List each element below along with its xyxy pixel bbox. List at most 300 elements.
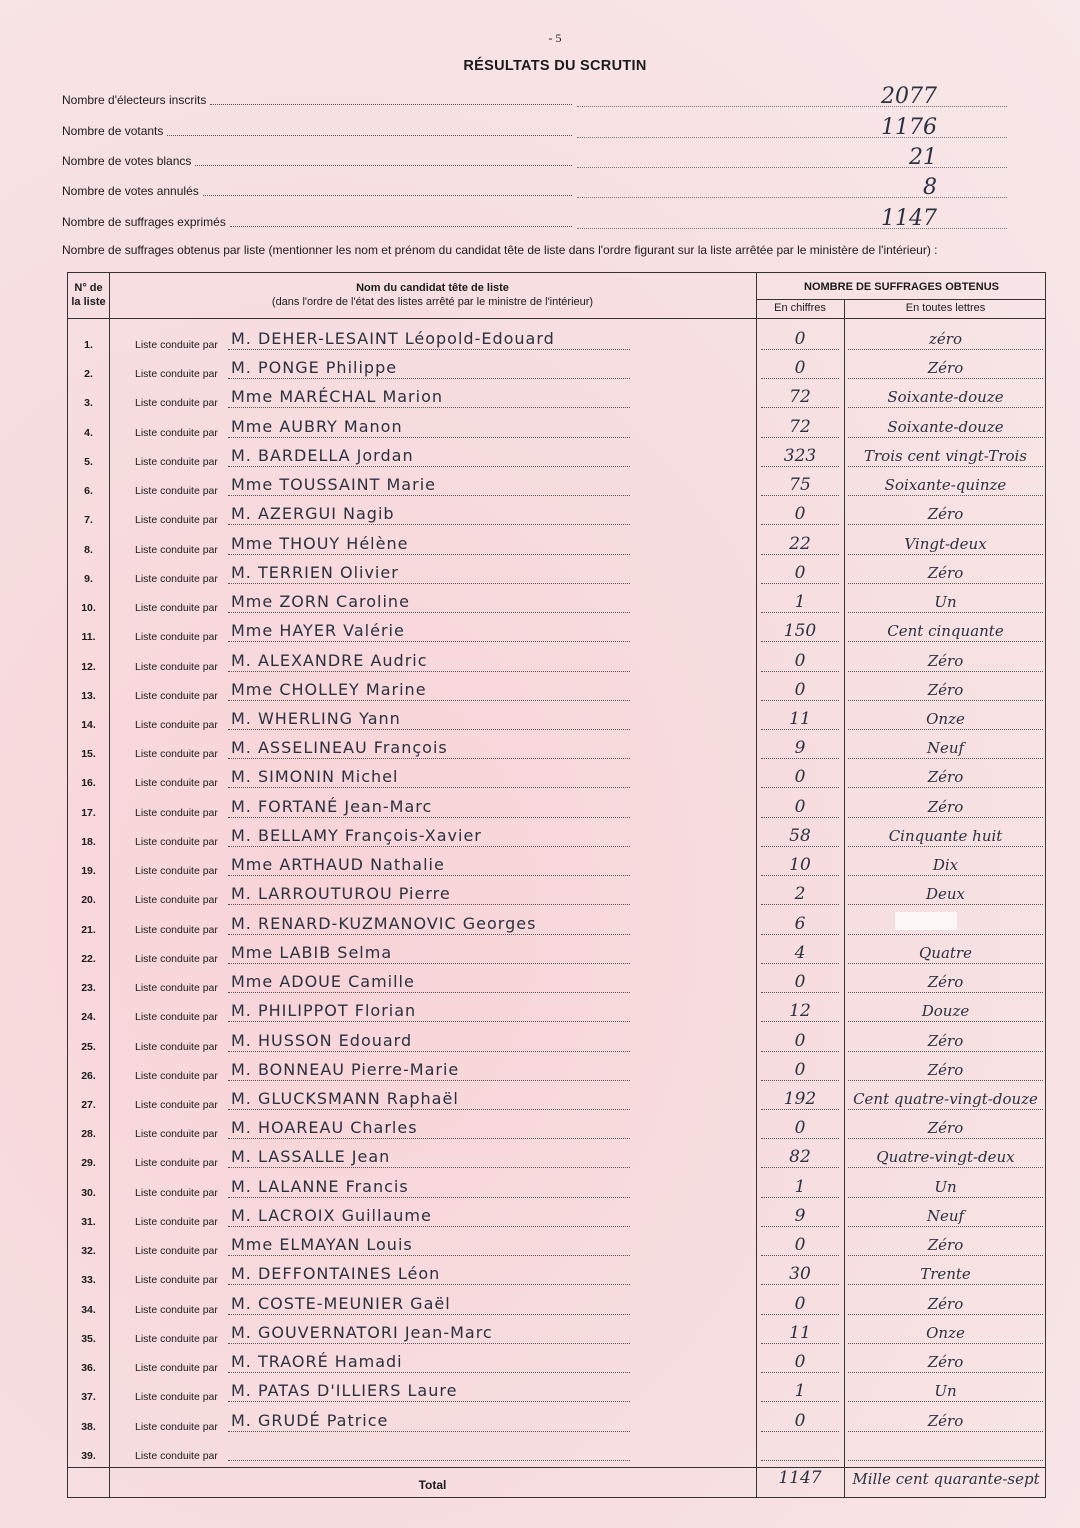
list-number: 4.	[84, 426, 93, 439]
dotted-leader	[848, 963, 1043, 964]
table-row	[68, 415, 1047, 444]
votes-words: Soixante-quinze	[884, 476, 1007, 495]
dotted-leader	[761, 407, 839, 408]
dotted-leader	[228, 612, 630, 613]
dotted-leader	[228, 787, 630, 788]
dotted-leader	[228, 875, 630, 876]
votes-digits: 0	[794, 329, 806, 349]
votes-words: Zéro	[927, 1236, 964, 1255]
dotted-leader	[228, 1109, 630, 1110]
subheader-divider	[756, 299, 1045, 300]
row-prefix: Liste conduite par	[135, 894, 218, 907]
votes-words: Zéro	[927, 1119, 964, 1138]
dotted-leader	[848, 524, 1043, 525]
candidate-name: M. GRUDÉ Patrice	[231, 1410, 389, 1430]
votes-words: Deux	[925, 885, 966, 904]
header-list-number-line: N° de	[74, 282, 103, 294]
candidate-name: M. COSTE-MEUNIER Gaël	[231, 1293, 451, 1313]
dotted-leader	[761, 1080, 839, 1081]
candidate-name: Mme MARÉCHAL Marion	[231, 387, 444, 407]
table-row	[68, 882, 1047, 911]
row-prefix: Liste conduite par	[135, 339, 218, 351]
dotted-leader	[848, 992, 1043, 993]
votes-words: Cent cinquante	[887, 622, 1004, 641]
votes-words: Onze	[926, 709, 965, 728]
votes-words: Cent quatre-vingt-douze	[853, 1089, 1038, 1108]
row-prefix: Liste conduite par	[135, 514, 218, 527]
value-line	[577, 228, 1007, 229]
row-prefix: Liste conduite par	[135, 923, 218, 936]
list-number: 38.	[81, 1420, 96, 1433]
dotted-leader	[761, 904, 839, 905]
dotted-leader	[228, 1284, 630, 1285]
candidate-name: M. BONNEAU Pierre-Marie	[231, 1059, 460, 1079]
dotted-leader	[228, 641, 630, 642]
candidate-name: M. BELLAMY François-Xavier	[231, 825, 482, 845]
row-prefix: Liste conduite par	[135, 806, 218, 819]
dotted-leader	[848, 1314, 1043, 1315]
table-row	[68, 1116, 1047, 1145]
dotted-leader	[761, 963, 839, 964]
dotted-leader	[228, 1460, 630, 1461]
votes-words: Quatre-vingt-deux	[876, 1148, 1015, 1167]
list-number: 30.	[81, 1186, 96, 1199]
table-row	[68, 736, 1047, 765]
votes-digits: 0	[794, 1030, 806, 1051]
votes-words: Dix	[932, 856, 959, 875]
row-prefix: Liste conduite par	[135, 1011, 218, 1024]
table-row	[68, 1087, 1047, 1116]
row-prefix: Liste conduite par	[135, 1449, 218, 1462]
dotted-leader	[228, 992, 630, 993]
dotted-leader	[848, 1431, 1043, 1432]
dotted-leader	[848, 1401, 1043, 1402]
candidate-name: M. HOAREAU Charles	[231, 1118, 418, 1138]
dotted-leader	[848, 875, 1043, 876]
dotted-leader	[848, 1080, 1043, 1081]
votes-words: zéro	[929, 330, 962, 348]
table-row	[68, 356, 1047, 385]
votes-words: Neuf	[926, 1206, 965, 1225]
list-number: 19.	[81, 865, 96, 878]
table-row	[68, 1058, 1047, 1087]
dotted-leader	[848, 1051, 1043, 1052]
candidate-name: Mme AUBRY Manon	[231, 416, 403, 436]
list-number: 36.	[81, 1362, 96, 1375]
list-number: 3.	[84, 397, 93, 410]
list-number: 2.	[84, 368, 93, 381]
value-line	[577, 197, 1007, 198]
list-number: 35.	[81, 1332, 96, 1345]
candidate-name: M. LASSALLE Jean	[231, 1147, 391, 1167]
results-table	[67, 272, 1046, 1498]
dotted-leader	[848, 1167, 1043, 1168]
row-prefix: Liste conduite par	[135, 748, 218, 761]
dotted-leader	[848, 671, 1043, 672]
list-number: 17.	[81, 806, 96, 819]
row-prefix: Liste conduite par	[135, 1157, 218, 1170]
dotted-leader	[848, 407, 1043, 408]
row-prefix: Liste conduite par	[135, 1391, 218, 1404]
row-prefix: Liste conduite par	[135, 631, 218, 644]
dotted-leader	[228, 466, 630, 467]
votes-words: Douze	[921, 1002, 970, 1021]
votes-digits: 0	[794, 1059, 806, 1080]
list-number: 28.	[81, 1128, 96, 1141]
list-number: 24.	[81, 1011, 96, 1024]
dotted-leader	[228, 1080, 630, 1081]
total-label: Total	[418, 1478, 447, 1492]
table-row	[68, 707, 1047, 736]
votes-words: Zéro	[927, 651, 964, 670]
dotted-leader	[761, 1109, 839, 1110]
row-prefix: Liste conduite par	[135, 865, 218, 878]
row-prefix: Liste conduite par	[135, 1040, 218, 1053]
total-divider	[68, 1467, 1045, 1468]
dotted-leader	[761, 495, 839, 496]
votes-digits: 22	[789, 533, 811, 554]
votes-digits: 0	[794, 1118, 806, 1139]
dotted-leader	[228, 1197, 630, 1198]
row-prefix: Liste conduite par	[135, 689, 218, 702]
candidate-name: M. HUSSON Edouard	[231, 1030, 413, 1050]
row-prefix: Liste conduite par	[135, 718, 218, 731]
votes-words: Zéro	[927, 1060, 964, 1079]
dotted-leader	[761, 875, 839, 876]
dotted-leader	[761, 758, 839, 759]
votes-words: Zéro	[927, 680, 964, 699]
list-number: 25.	[81, 1040, 96, 1053]
candidate-name: Mme ARTHAUD Nathalie	[231, 855, 445, 875]
list-number: 21.	[81, 923, 96, 936]
votes-digits: 0	[794, 358, 806, 379]
row-prefix: Liste conduite par	[135, 1128, 218, 1141]
dotted-leader	[848, 846, 1043, 847]
candidate-name: Mme CHOLLEY Marine	[231, 679, 427, 699]
table-row	[68, 1175, 1047, 1204]
votes-words: Zéro	[927, 1411, 964, 1430]
table-row	[68, 1233, 1047, 1262]
dotted-leader	[203, 195, 572, 196]
dotted-leader	[848, 1226, 1043, 1227]
dotted-leader	[228, 1431, 630, 1432]
votes-words: Zéro	[927, 1031, 964, 1050]
list-number: 20.	[81, 894, 96, 907]
dotted-leader	[848, 641, 1043, 642]
dotted-leader	[228, 378, 630, 379]
dotted-leader	[228, 1401, 630, 1402]
dotted-leader	[761, 700, 839, 701]
dotted-leader	[848, 904, 1043, 905]
value-line	[577, 137, 1007, 138]
dotted-leader	[848, 934, 1043, 935]
table-row	[68, 444, 1047, 473]
dotted-leader	[761, 554, 839, 555]
table-row	[68, 590, 1047, 619]
row-prefix: Liste conduite par	[135, 397, 218, 410]
votes-digits: 192	[783, 1088, 817, 1109]
row-prefix: Liste conduite par	[135, 835, 218, 848]
dotted-leader	[848, 612, 1043, 613]
dotted-leader	[848, 437, 1043, 438]
row-prefix: Liste conduite par	[135, 1215, 218, 1228]
row-prefix: Liste conduite par	[135, 982, 218, 995]
votes-words: Un	[934, 1382, 957, 1401]
dotted-leader	[761, 787, 839, 788]
candidate-name: M. PHILIPPOT Florian	[231, 1001, 417, 1021]
dotted-leader	[230, 226, 572, 227]
candidate-name: M. SIMONIN Michel	[231, 767, 399, 787]
votes-digits: 0	[794, 796, 806, 817]
candidate-name: M. AZERGUI Nagib	[231, 504, 395, 524]
dotted-leader	[761, 1401, 839, 1402]
summary-label: Nombre de suffrages exprimés	[62, 215, 226, 229]
candidate-name: M. WHERLING Yann	[231, 708, 401, 728]
votes-digits: 12	[789, 1001, 811, 1022]
header-digits: En chiffres	[774, 302, 826, 314]
total-words: Mille cent quarante-sept	[852, 1470, 1040, 1488]
dotted-leader	[228, 554, 630, 555]
votes-words: Zéro	[927, 973, 964, 992]
dotted-leader	[848, 758, 1043, 759]
dotted-leader	[761, 1138, 839, 1139]
list-number: 26.	[81, 1069, 96, 1082]
votes-digits: 0	[794, 1293, 806, 1314]
table-row	[68, 502, 1047, 531]
list-number: 11.	[81, 631, 96, 644]
candidate-name: M. DEHER-LESAINT Léopold-Edouard	[231, 329, 555, 348]
summary-row	[62, 145, 1007, 171]
summary-value: 1176	[881, 115, 937, 140]
candidate-name: M. FORTANÉ Jean-Marc	[231, 796, 433, 816]
votes-digits: 11	[789, 1322, 811, 1343]
dotted-leader	[848, 1343, 1043, 1344]
dotted-leader	[761, 817, 839, 818]
dotted-leader	[848, 583, 1043, 584]
header-list-number	[68, 281, 109, 309]
table-row	[68, 678, 1047, 707]
dotted-leader	[228, 407, 630, 408]
votes-digits: 75	[789, 475, 811, 496]
dotted-leader	[195, 165, 572, 166]
dotted-leader	[228, 1021, 630, 1022]
header-words: En toutes lettres	[905, 302, 986, 314]
row-prefix: Liste conduite par	[135, 1332, 218, 1345]
table-row	[68, 1204, 1047, 1233]
dotted-leader	[848, 1372, 1043, 1373]
votes-words: Zéro	[927, 797, 964, 816]
list-number: 27.	[81, 1098, 96, 1111]
dotted-leader	[848, 466, 1043, 467]
votes-words: Zéro	[927, 1294, 964, 1313]
votes-digits: 11	[789, 708, 811, 729]
list-number: 29.	[81, 1157, 96, 1170]
table-row	[68, 941, 1047, 970]
dotted-leader	[761, 1284, 839, 1285]
table-row	[68, 1262, 1047, 1291]
votes-words: Onze	[926, 1323, 965, 1342]
votes-digits: 9	[794, 738, 806, 759]
candidate-name: M. ALEXANDRE Audric	[231, 650, 428, 670]
row-prefix: Liste conduite par	[135, 777, 218, 790]
dotted-leader	[228, 583, 630, 584]
votes-words: Neuf	[926, 739, 965, 758]
candidate-name: M. RENARD-KUZMANOVIC Georges	[231, 913, 537, 933]
votes-words: Un	[934, 1177, 957, 1196]
list-number: 34.	[81, 1303, 96, 1316]
dotted-leader	[761, 641, 839, 642]
dotted-leader	[761, 1431, 839, 1432]
header-candidate-title: Nom du candidat tête de liste	[356, 282, 509, 294]
list-number: 15.	[81, 748, 96, 761]
votes-words: Trois cent vingt-Trois	[863, 446, 1027, 465]
row-prefix: Liste conduite par	[135, 1069, 218, 1082]
votes-digits: 58	[789, 825, 811, 846]
list-number: 14.	[81, 718, 96, 731]
dotted-leader	[761, 934, 839, 935]
candidate-name: M. TRAORÉ Hamadi	[231, 1352, 403, 1372]
candidate-name: M. LACROIX Guillaume	[231, 1205, 432, 1225]
votes-digits: 0	[794, 767, 806, 788]
table-row	[68, 327, 1047, 356]
header-list-number-line: la liste	[71, 296, 106, 308]
candidate-name: M. LARROUTUROU Pierre	[231, 884, 451, 904]
list-number: 16.	[81, 777, 96, 790]
dotted-leader	[228, 495, 630, 496]
dotted-leader	[848, 1197, 1043, 1198]
votes-words: Cinquante huit	[888, 826, 1003, 845]
votes-digits: 0	[794, 1352, 806, 1373]
votes-words: Vingt-deux	[904, 534, 987, 553]
dotted-leader	[228, 1226, 630, 1227]
header-divider	[68, 318, 1045, 319]
value-line	[577, 167, 1007, 168]
candidate-name: Mme ADOUE Camille	[231, 972, 415, 992]
summary-value: 2077	[881, 84, 937, 109]
dotted-leader	[848, 787, 1043, 788]
redaction-patch	[895, 912, 957, 930]
list-number: 32.	[81, 1245, 96, 1258]
votes-words: Quatre	[919, 943, 972, 962]
candidate-name: M. GLUCKSMANN Raphaël	[231, 1088, 459, 1108]
dotted-leader	[167, 135, 572, 136]
dotted-leader	[761, 524, 839, 525]
dotted-leader	[761, 1226, 839, 1227]
votes-words: Zéro	[927, 359, 964, 378]
page-number: - 5	[548, 31, 562, 45]
table-row	[68, 999, 1047, 1028]
dotted-leader	[761, 1314, 839, 1315]
table-row	[68, 1029, 1047, 1058]
dotted-leader	[228, 758, 630, 759]
dotted-leader	[228, 934, 630, 935]
table-row	[68, 1350, 1047, 1379]
dotted-leader	[761, 583, 839, 584]
summary-row	[62, 115, 1007, 141]
dotted-leader	[761, 437, 839, 438]
list-number: 7.	[84, 514, 93, 527]
table-row	[68, 561, 1047, 590]
dotted-leader	[228, 904, 630, 905]
list-number: 13.	[81, 689, 96, 702]
votes-digits: 82	[789, 1147, 811, 1168]
list-number: 5.	[84, 455, 93, 468]
dotted-leader	[761, 378, 839, 379]
votes-words: Zéro	[927, 505, 964, 524]
row-prefix: Liste conduite par	[135, 952, 218, 965]
dotted-leader	[228, 729, 630, 730]
dotted-leader	[228, 817, 630, 818]
dotted-leader	[228, 1343, 630, 1344]
votes-words: Zéro	[927, 1353, 964, 1372]
table-row	[68, 473, 1047, 502]
candidate-name: M. DEFFONTAINES Léon	[231, 1264, 441, 1284]
votes-words: Trente	[920, 1265, 971, 1284]
header-candidate-subtitle: (dans l'ordre de l'état des listes arrêté par le ministre de l'intérieur)	[271, 296, 594, 308]
votes-digits: 4	[794, 942, 806, 963]
instruction-text: Nombre de suffrages obtenus par liste (mentionner les nom et prénom du candidat tête de liste dans l'ordre figurant sur la liste arrêtée par le ministère de l'intérieur) :	[62, 243, 938, 257]
table-row	[68, 1292, 1047, 1321]
dotted-leader	[228, 1255, 630, 1256]
summary-value: 21	[909, 145, 937, 170]
header-candidate	[109, 281, 756, 309]
table-row	[68, 795, 1047, 824]
table-row	[68, 532, 1047, 561]
votes-words: Zéro	[927, 563, 964, 582]
list-number: 22.	[81, 952, 96, 965]
dotted-leader	[228, 437, 630, 438]
table-row	[68, 649, 1047, 678]
dotted-leader	[761, 1197, 839, 1198]
dotted-leader	[228, 524, 630, 525]
candidate-name: M. BARDELLA Jordan	[231, 445, 414, 465]
summary-label: Nombre de votes blancs	[62, 154, 192, 168]
page-title: RÉSULTATS DU SCRUTIN	[463, 58, 647, 74]
table-row	[68, 1379, 1047, 1408]
table-row	[68, 824, 1047, 853]
list-number: 8.	[84, 543, 93, 556]
votes-words: Un	[934, 593, 957, 612]
dotted-leader	[228, 1138, 630, 1139]
table-row	[68, 1145, 1047, 1174]
row-prefix: Liste conduite par	[135, 602, 218, 615]
table-row	[68, 765, 1047, 794]
row-prefix: Liste conduite par	[135, 485, 218, 498]
row-prefix: Liste conduite par	[135, 1420, 218, 1433]
dotted-leader	[848, 1109, 1043, 1110]
votes-digits: 323	[783, 445, 817, 466]
dotted-leader	[228, 700, 630, 701]
dotted-leader	[228, 1051, 630, 1052]
row-prefix: Liste conduite par	[135, 426, 218, 439]
dotted-leader	[761, 671, 839, 672]
dotted-leader	[228, 1372, 630, 1373]
votes-digits: 150	[783, 621, 817, 642]
dotted-leader	[761, 349, 839, 350]
dotted-leader	[761, 1372, 839, 1373]
row-prefix: Liste conduite par	[135, 368, 218, 381]
votes-words: Zéro	[927, 768, 964, 787]
list-number: 6.	[84, 485, 93, 498]
dotted-leader	[848, 349, 1043, 350]
list-number: 12.	[81, 660, 96, 673]
dotted-leader	[761, 1051, 839, 1052]
dotted-leader	[848, 729, 1043, 730]
dotted-leader	[848, 1021, 1043, 1022]
votes-digits: 30	[789, 1264, 811, 1285]
candidate-name: M. PONGE Philippe	[231, 358, 398, 378]
dotted-leader	[761, 729, 839, 730]
